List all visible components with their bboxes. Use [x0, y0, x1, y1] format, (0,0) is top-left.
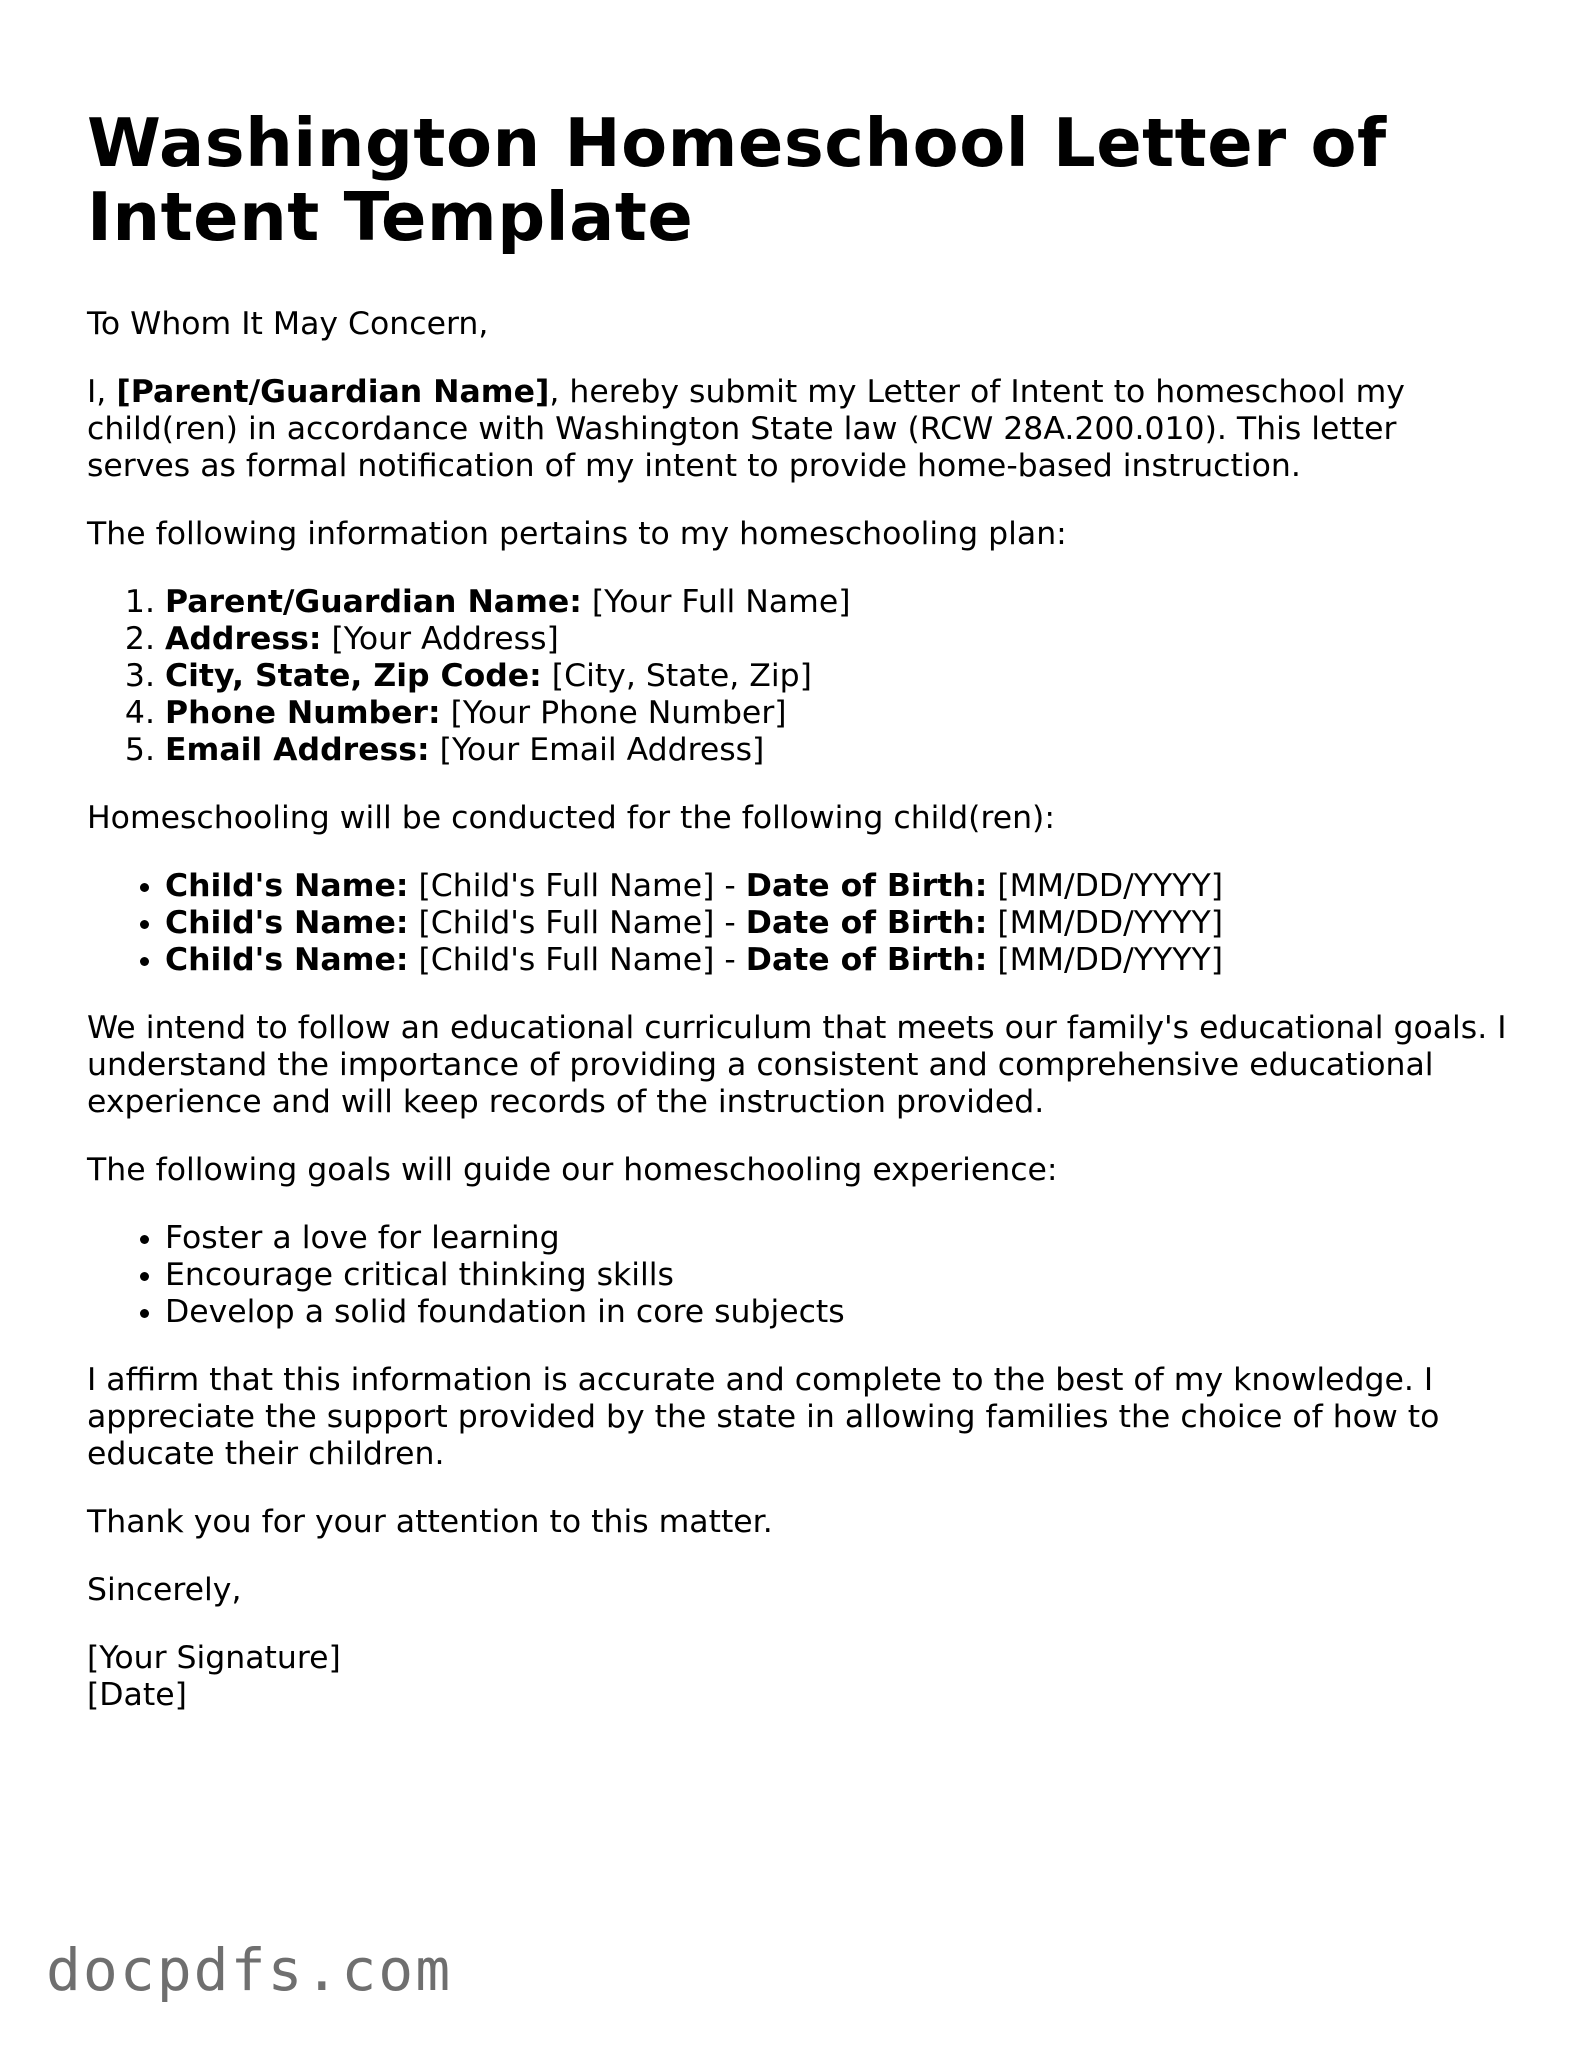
info-item-label: Parent/Guardian Name: — [165, 584, 582, 620]
child-name-value: [Child's Full Name] - — [408, 868, 746, 904]
child-name-label: Child's Name: — [165, 942, 409, 978]
watermark: docpdfs.com — [46, 1936, 453, 2004]
info-item-label: Address: — [165, 621, 322, 657]
child-item — [165, 905, 1507, 942]
children-list — [87, 868, 1507, 979]
letter-page — [87, 106, 1507, 1714]
child-name-label: Child's Name: — [165, 905, 409, 941]
document-title: Washington Homeschool Letter of Intent Template — [87, 104, 1387, 256]
child-dob-value: [MM/DD/YYYY] — [987, 868, 1223, 904]
date-placeholder: [Date] — [87, 1677, 187, 1713]
goal-item: • Encourage critical thinking skills — [165, 1257, 1507, 1294]
goal-item: • Foster a love for learning — [165, 1220, 1507, 1257]
info-item-label: Email Address: — [165, 732, 430, 768]
info-item-label: City, State, Zip Code: — [165, 658, 542, 694]
child-name-label: Child's Name: — [165, 868, 409, 904]
intro-suffix: , hereby submit my Letter of Intent to homeschool my child(ren) in accordance with Washington State law (RCW 28A.200.010). This letter serves as formal notification of my intent to provide home-based instruction. — [87, 374, 1405, 484]
child-name-value: [Child's Full Name] - — [408, 942, 746, 978]
info-item — [165, 695, 1507, 732]
closing: Sincerely, — [87, 1572, 242, 1608]
child-name-value: [Child's Full Name] - — [408, 905, 746, 941]
curriculum-paragraph: We intend to follow an educational curriculum that meets our family's educational goals. I understand the importance of providing a consistent and comprehensive educational experience and will keep records of the instruction provided. — [87, 1010, 1507, 1120]
goals-list — [87, 1220, 1507, 1331]
intro-prefix: I, — [87, 374, 117, 410]
info-item-value: [Your Full Name] — [581, 584, 851, 620]
child-item — [165, 942, 1507, 979]
child-dob-label: Date of Birth: — [745, 905, 988, 941]
info-item — [165, 621, 1507, 658]
goals-intro: The following goals will guide our homeschooling experience: — [87, 1152, 1058, 1188]
signature-placeholder: [Your Signature] — [87, 1640, 341, 1676]
info-item — [165, 732, 1507, 769]
info-item — [165, 658, 1507, 695]
child-dob-label: Date of Birth: — [745, 942, 988, 978]
intro-paragraph — [87, 374, 1507, 485]
info-item-value: [City, State, Zip] — [541, 658, 812, 694]
child-dob-value: [MM/DD/YYYY] — [987, 905, 1223, 941]
parent-name-placeholder: [Parent/Guardian Name] — [116, 374, 550, 410]
info-item-value: [Your Address] — [321, 621, 559, 657]
info-item-value: [Your Email Address] — [429, 732, 765, 768]
goal-item: • Develop a solid foundation in core subjects — [165, 1294, 1507, 1331]
child-item — [165, 868, 1507, 905]
signature-block — [87, 1640, 1507, 1714]
thanks-line: Thank you for your attention to this matter. — [87, 1504, 773, 1540]
info-item-value: [Your Phone Number] — [440, 695, 787, 731]
child-dob-label: Date of Birth: — [745, 868, 988, 904]
info-item-label: Phone Number: — [165, 695, 441, 731]
children-intro: Homeschooling will be conducted for the following child(ren): — [87, 800, 1055, 836]
child-dob-value: [MM/DD/YYYY] — [987, 942, 1223, 978]
salutation: To Whom It May Concern, — [87, 306, 489, 342]
info-intro: The following information pertains to my homeschooling plan: — [87, 516, 1067, 552]
affirmation-paragraph: I affirm that this information is accurate and complete to the best of my knowledge. I appreciate the support provided by the state in allowing families the choice of how to educate their children. — [87, 1362, 1440, 1472]
info-list — [87, 584, 1507, 769]
info-item — [165, 584, 1507, 621]
